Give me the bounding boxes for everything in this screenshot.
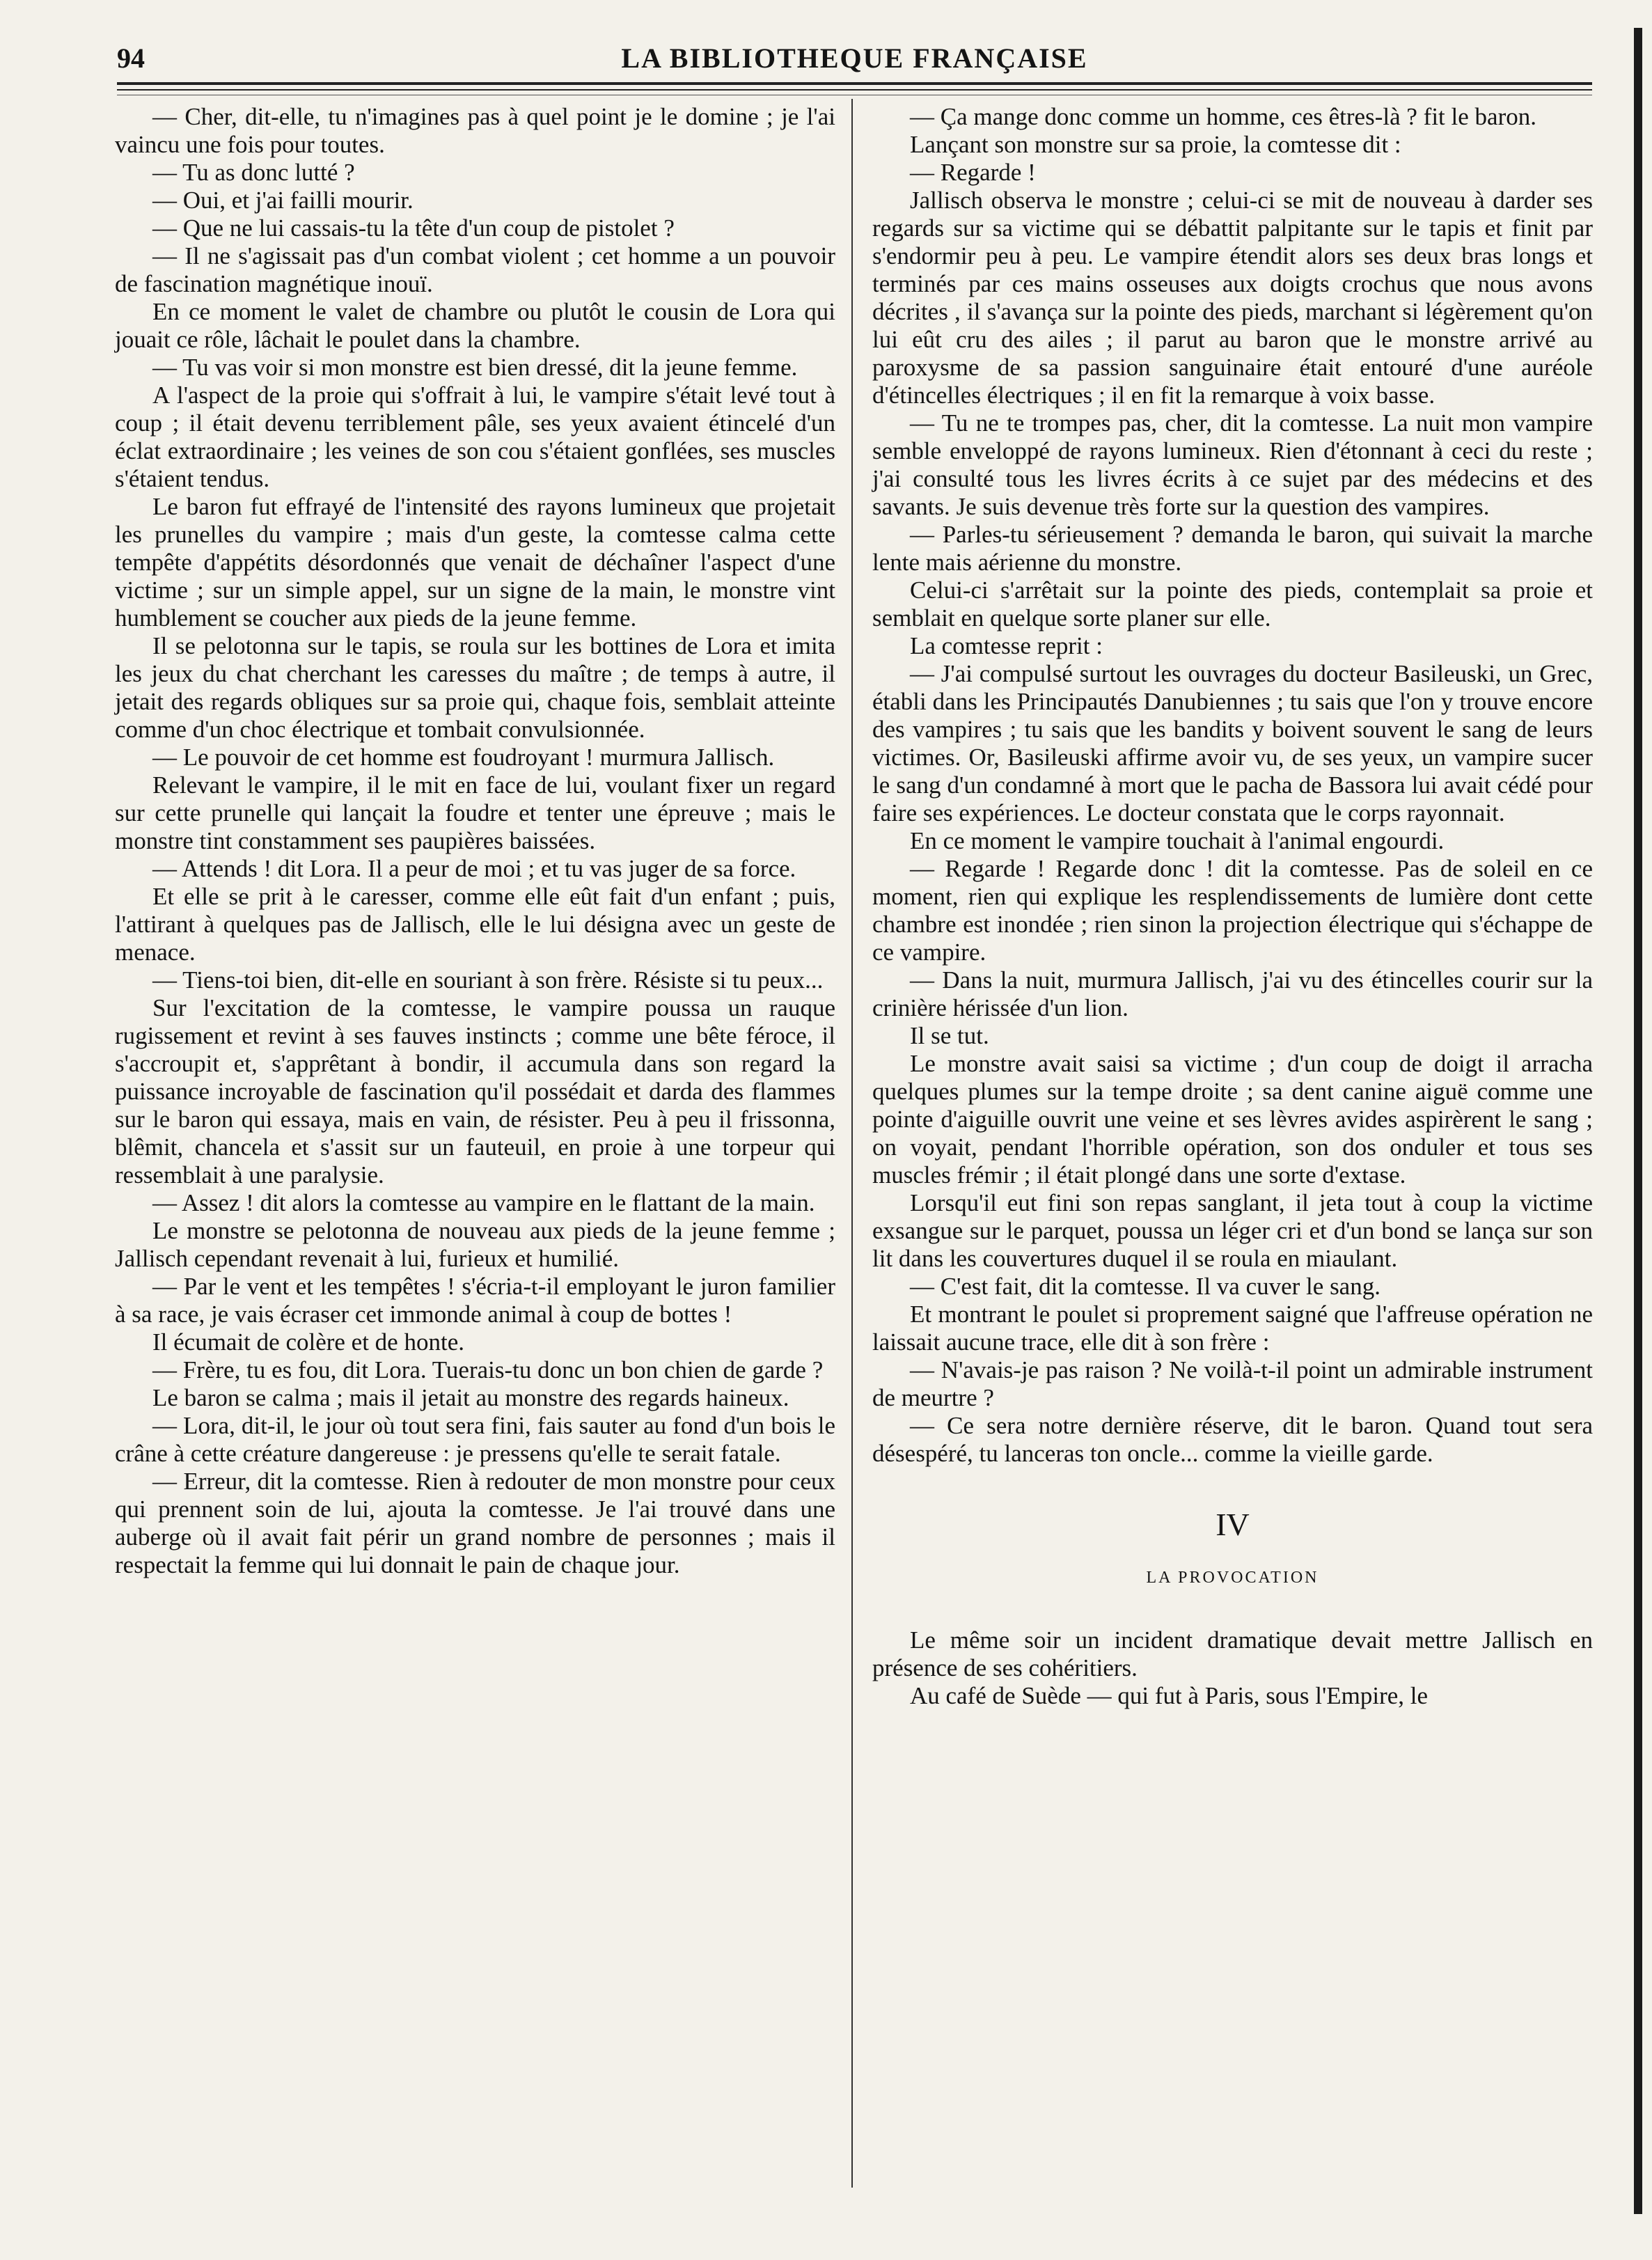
paragraph: — Le pouvoir de cet homme est foudroyant ! murmura Jallisch. bbox=[152, 744, 775, 771]
paragraph: Le baron fut effrayé de l'intensité des rayons lumineux que projetait les prunelles du vampire ; mais d'un geste, la comtesse calma cette tempête d'appétits désordonnés que venait de déchaîner l'aspect d'une victime ; sur un simple appel, sur un signe de la main, le monstre vint humblement se coucher aux pieds de la jeune femme. bbox=[115, 493, 835, 631]
paragraph: Au café de Suède — qui fut à Paris, sous l'Empire, le bbox=[910, 1682, 1429, 1709]
page-number: 94 bbox=[117, 42, 145, 74]
publication-title: LA BIBLIOTHEQUE FRANÇAISE bbox=[621, 42, 1088, 74]
paragraph: — Frère, tu es fou, dit Lora. Tuerais-tu donc un bon chien de garde ? bbox=[152, 1356, 824, 1383]
paragraph: — Que ne lui cassais-tu la tête d'un coup de pistolet ? bbox=[152, 214, 675, 242]
paragraph: — N'avais-je pas raison ? Ne voilà-t-il point un admirable instrument de meurtre ? bbox=[872, 1356, 1593, 1411]
paragraph: — Tu ne te trompes pas, cher, dit la comtesse. La nuit mon vampire semble enveloppé de rayons lumineux. Rien d'étonnant à ceci du reste ; j'ai consulté tous les livres écrits à ce sujet par des médecins et des savants. Je suis devenue très forte sur la question des vampires. bbox=[872, 409, 1593, 520]
paragraph: En ce moment le vampire touchait à l'animal engourdi. bbox=[910, 827, 1445, 854]
paragraph: — Tu as donc lutté ? bbox=[152, 159, 355, 186]
paragraph: — Il ne s'agissait pas d'un combat violent ; cet homme a un pouvoir de fascination magnétique inouï. bbox=[115, 242, 835, 297]
paragraph: — C'est fait, dit la comtesse. Il va cuver le sang. bbox=[910, 1273, 1380, 1300]
paragraph: — Erreur, dit la comtesse. Rien à redouter de mon monstre pour ceux qui prennent soin de lui, ajouta la comtesse. Je l'ai trouvé dans une auberge où il avait fait périr un grand nombre de personnes ; mais il respectait la femme qui lui donnait le pain de chaque jour. bbox=[115, 1468, 835, 1578]
page-header bbox=[117, 36, 1592, 78]
paragraph: Le monstre avait saisi sa victime ; d'un coup de doigt il arracha quelques plumes sur la tempe droite ; sa dent canine aiguë comme une pointe d'aiguille ouvrit une veine et ses lèvres avides aspirèrent le sang ; on voyait, pendant l'horrible opération, son dos onduler et tous ses muscles frémir ; il était plongé dans une sorte d'extase. bbox=[872, 1050, 1593, 1188]
paragraph: Et elle se prit à le caresser, comme elle eût fait d'un enfant ; puis, l'attirant à quelques pas de Jallisch, elle le lui désigna avec un geste de menace. bbox=[115, 883, 835, 966]
paragraph: Celui-ci s'arrêtait sur la pointe des pieds, contemplait sa proie et semblait en quelque sorte planer sur elle. bbox=[872, 576, 1593, 631]
page-edge bbox=[1634, 28, 1642, 2214]
paragraph: — Dans la nuit, murmura Jallisch, j'ai vu des étincelles courir sur la crinière hérissée d'un lion. bbox=[872, 966, 1593, 1021]
paragraph: Le monstre se pelotonna de nouveau aux pieds de la jeune femme ; Jallisch cependant revenait à lui, furieux et humilié. bbox=[115, 1217, 835, 1272]
paragraph: Il écumait de colère et de honte. bbox=[152, 1328, 464, 1356]
chapter-title: LA PROVOCATION bbox=[1146, 1569, 1319, 1587]
paragraph: A l'aspect de la proie qui s'offrait à lui, le vampire s'était levé tout à coup ; il était devenu terriblement pâle, ses yeux avaient étincelé d'un éclat extraordinaire ; les veines de son cou s'étaient gonflées, ses muscles s'étaient tendus. bbox=[115, 382, 835, 492]
left-column bbox=[115, 103, 835, 1579]
paragraph: Lançant son monstre sur sa proie, la comtesse dit : bbox=[910, 131, 1401, 158]
paragraph: — Lora, dit-il, le jour où tout sera fini, fais sauter au fond d'un bois le crâne à cette créature dangereuse : je pressens qu'elle te serait fatale. bbox=[115, 1412, 835, 1467]
paragraph: Il se tut. bbox=[910, 1022, 989, 1049]
paragraph: — Regarde ! Regarde donc ! dit la comtesse. Pas de soleil en ce moment, rien qui explique les resplendissements de lumière dont cette chambre est inondée ; rien sinon la projection électrique qui s'échappe de ce vampire. bbox=[872, 855, 1593, 966]
paragraph: En ce moment le valet de chambre ou plutôt le cousin de Lora qui jouait ce rôle, lâchait le poulet dans la chambre. bbox=[115, 298, 835, 353]
paragraph: Et montrant le poulet si proprement saigné que l'affreuse opération ne laissait aucune trace, elle dit à son frère : bbox=[872, 1301, 1593, 1356]
paragraph: Le même soir un incident dramatique devait mettre Jallisch en présence de ses cohéritiers. bbox=[872, 1626, 1593, 1681]
paragraph: — Assez ! dit alors la comtesse au vampire en le flattant de la main. bbox=[152, 1189, 815, 1216]
paragraph: — Cher, dit-elle, tu n'imagines pas à quel point je le domine ; je l'ai vaincu une fois pour toutes. bbox=[115, 103, 835, 158]
paragraph: — J'ai compulsé surtout les ouvrages du docteur Basileuski, un Grec, établi dans les Principautés Danubiennes ; tu sais que l'on y trouve encore des vampires ; tu sais que les bandits y boivent souvent le sang de leurs victimes. Or, Basileuski affirme avoir vu, de ses yeux, un vampire sucer le sang d'un condamné à mort que le pacha de Bassora lui avait cédé pour faire ses expériences. Le docteur constata que le corps rayonnait. bbox=[872, 660, 1593, 826]
paragraph: — Oui, et j'ai failli mourir. bbox=[152, 187, 414, 214]
paragraph: La comtesse reprit : bbox=[910, 632, 1103, 659]
paragraph: — Ça mange donc comme un homme, ces êtres-là ? fit le baron. bbox=[910, 103, 1536, 130]
paragraph: Sur l'excitation de la comtesse, le vampire poussa un rauque rugissement et revint à ses fauves instincts ; comme une bête féroce, il s'accroupit et, s'apprêtant à bondir, il accumula dans son regard la puissance incroyable de fascination qu'il possédait et darda des flammes sur le baron qui essaya, mais en vain, de résister. Peu à peu il frissonna, blêmit, chancela et s'assit sur un fauteuil, en proie à une torpeur qui ressemblait à une paralysie. bbox=[115, 994, 835, 1188]
column-divider bbox=[851, 99, 853, 2188]
paragraph: — Attends ! dit Lora. Il a peur de moi ; et tu vas juger de sa force. bbox=[152, 855, 796, 882]
paragraph: Le baron se calma ; mais il jetait au monstre des regards haineux. bbox=[152, 1384, 789, 1411]
right-column bbox=[872, 103, 1593, 1710]
header-rule bbox=[117, 82, 1592, 85]
paragraph: — Tiens-toi bien, dit-elle en souriant à son frère. Résiste si tu peux... bbox=[152, 966, 824, 994]
paragraph: Il se pelotonna sur le tapis, se roula sur les bottines de Lora et imita les jeux du chat cherchant les caresses du maître ; de temps à autre, il jetait des regards obliques sur sa proie qui, chaque fois, semblait atteinte comme d'un choc électrique et tombait convulsionnée. bbox=[115, 632, 835, 743]
header-rule-thin bbox=[117, 89, 1592, 91]
paragraph: Relevant le vampire, il le mit en face de lui, voulant fixer un regard sur cette prunelle qui lançait la foudre et tenter une épreuve ; mais le monstre tint constamment ses paupières baissées. bbox=[115, 771, 835, 854]
chapter-number: IV bbox=[1216, 1507, 1250, 1542]
paragraph: Lorsqu'il eut fini son repas sanglant, il jeta tout à coup la victime exsangue sur le parquet, poussa un léger cri et d'un bond se lança sur son lit dans les couvertures duquel il se roula en miaulant. bbox=[872, 1189, 1593, 1272]
paragraph: — Ce sera notre dernière réserve, dit le baron. Quand tout sera désespéré, tu lanceras ton oncle... comme la vieille garde. bbox=[872, 1412, 1593, 1467]
paragraph: — Parles-tu sérieusement ? demanda le baron, qui suivait la marche lente mais aérienne du monstre. bbox=[872, 521, 1593, 576]
paragraph: Jallisch observa le monstre ; celui-ci se mit de nouveau à darder ses regards sur sa victime qui se débattit palpitante sur le tapis et finit par s'endormir peu à peu. Le vampire étendit alors ses deux bras longs et terminés par ces mains osseuses aux doigts crochus que nous avons décrites , il s'avança sur la pointe des pieds, marchant si légèrement qu'on lui eût cru des ailes ; il parut au baron que le monstre arrivé au paroxysme de sa passion sanguinaire était entouré d'une auréole d'étincelles électriques ; il en fit la remarque à voix basse. bbox=[872, 187, 1593, 409]
paragraph: — Par le vent et les tempêtes ! s'écria-t-il employant le juron familier à sa race, je vais écraser cet immonde animal à coup de bottes ! bbox=[115, 1273, 835, 1328]
paragraph: — Regarde ! bbox=[910, 159, 1036, 186]
paragraph: — Tu vas voir si mon monstre est bien dressé, dit la jeune femme. bbox=[152, 354, 798, 381]
